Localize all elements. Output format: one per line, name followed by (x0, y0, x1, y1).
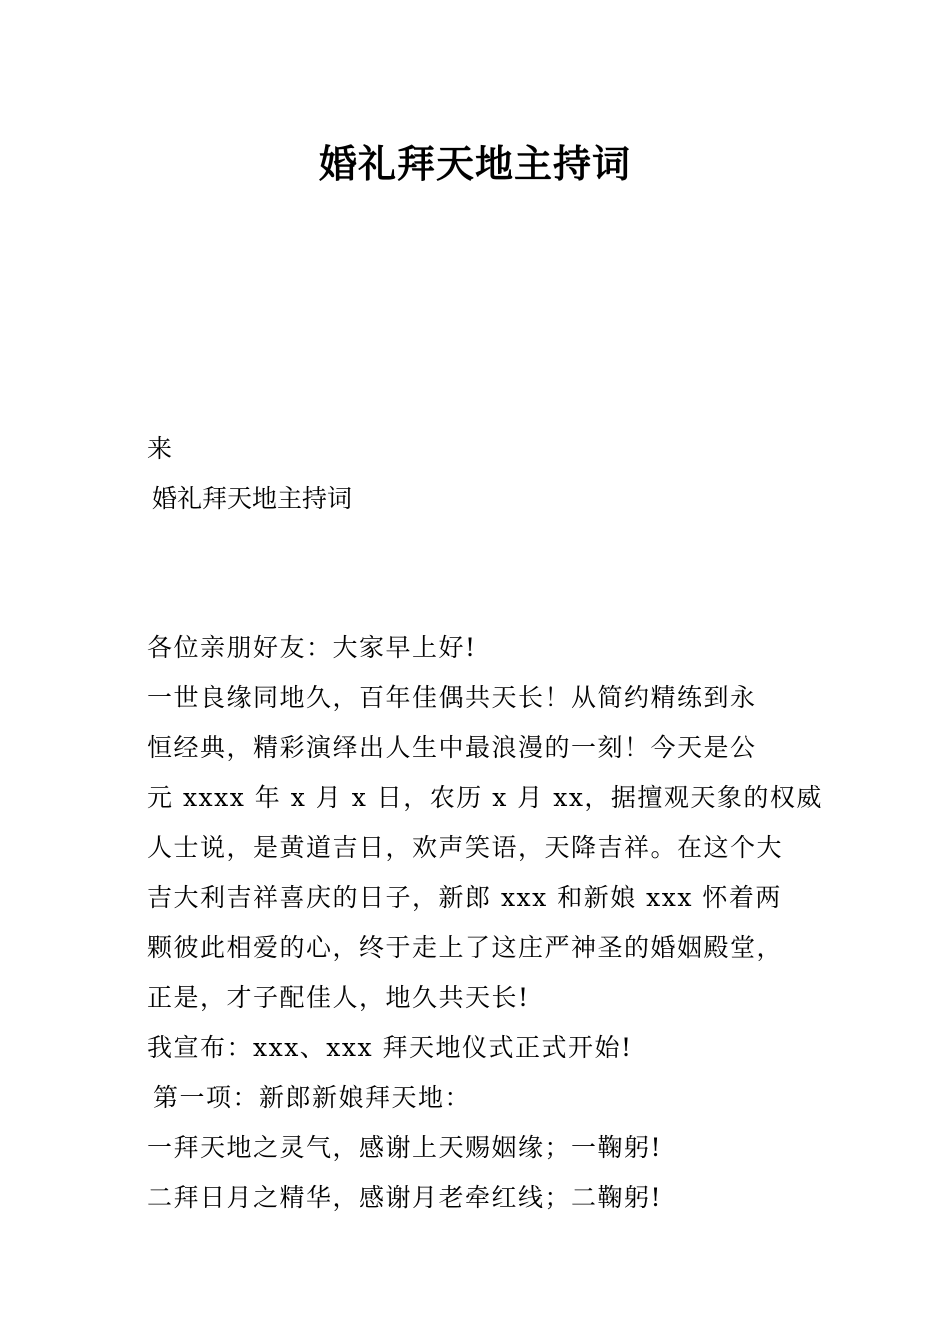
document-body (147, 623, 837, 1223)
body-line: 一世良缘同地久，百年佳偶共天长！从简约精练到永 (147, 683, 757, 712)
body-line: 人士说，是黄道吉日，欢声笑语，天降吉祥。在这个大 (147, 833, 784, 862)
body-line: 颗彼此相爱的心，终于走上了这庄严神圣的婚姻殿堂， (147, 933, 784, 962)
pre-line-1: 来 (147, 434, 173, 463)
document-title: 婚礼拜天地主持词 (318, 141, 631, 186)
body-line: 各位亲朋好友：大家早上好! (147, 633, 477, 662)
body-line: 我宣布：xxx、xxx 拜天地仪式正式开始! (147, 1033, 633, 1062)
body-line: 恒经典，精彩演绎出人生中最浪漫的一刻！今天是公 (147, 733, 757, 762)
body-line: 吉大利吉祥喜庆的日子，新郎 xxx 和新娘 xxx 怀着两 (147, 883, 782, 912)
body-line: 一拜天地之灵气，感谢上天赐姻缘；一鞠躬! (147, 1133, 663, 1162)
body-line: 第一项：新郎新娘拜天地： (153, 1083, 472, 1112)
body-line: 正是，才子配佳人，地久共天长! (147, 983, 530, 1012)
body-line: 元 xxxx 年 x 月 x 日，农历 x 月 xx，据擅观天象的权威 (147, 783, 823, 812)
body-line: 二拜日月之精华，感谢月老牵红线；二鞠躬! (147, 1183, 663, 1212)
pre-line-2: 婚礼拜天地主持词 (152, 484, 353, 513)
